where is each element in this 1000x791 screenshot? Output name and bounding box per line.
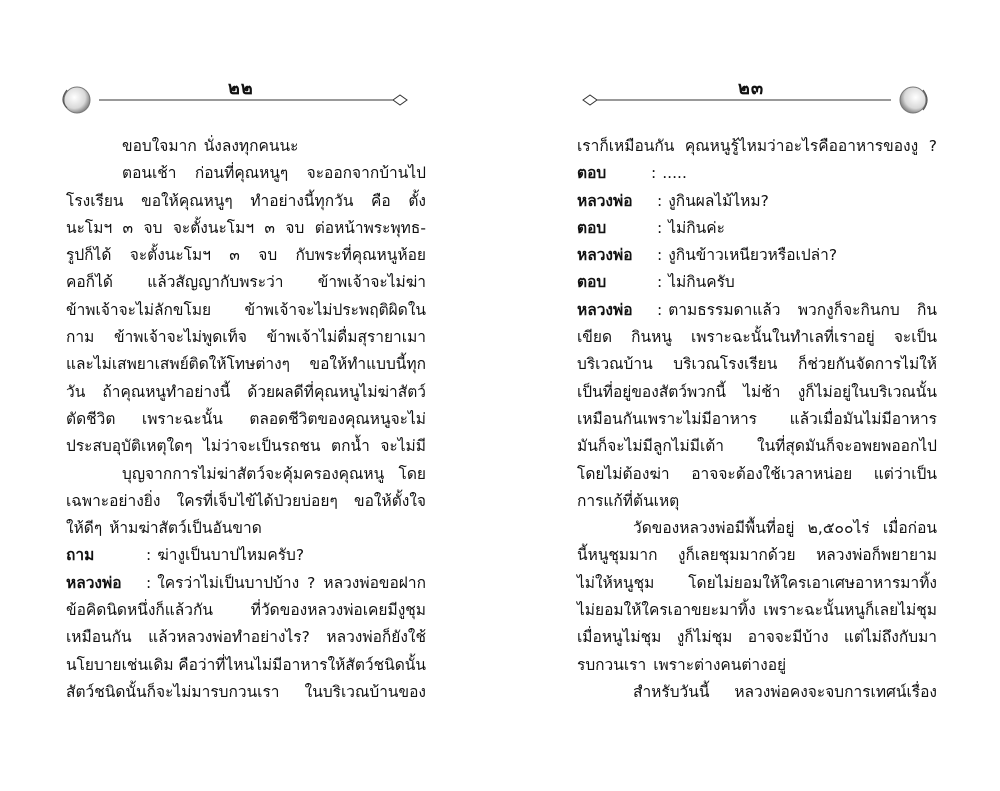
word: งูกินข้าวเหนียวหรือเปล่า? — [668, 246, 838, 265]
speaker-label: ถาม — [66, 546, 95, 565]
text-line — [577, 624, 937, 651]
word: จะออกจากบ้านไป — [306, 164, 426, 183]
word: เพราะฉะนั้นหนูก็เลยไม่ชุม — [763, 601, 937, 620]
word: คือว่าที่ไหนไม่มีอาหารให้สัตว์ชนิดนั้น — [178, 655, 426, 674]
page-number: ๒๒ — [228, 78, 254, 99]
word: ๓ — [122, 218, 134, 237]
word: เหมือนกัน — [66, 628, 132, 647]
colon-separator: : — [657, 191, 663, 210]
word: ถ้าคุณหนูทำอย่างนี้ — [102, 382, 231, 401]
word: งูก็ไม่ชุม — [676, 628, 733, 647]
text-line — [577, 570, 937, 597]
word: ตัดชีวิต — [66, 409, 116, 428]
word: บริเวณโรงเรียน — [673, 355, 778, 374]
text-line — [66, 160, 426, 187]
word: งูก็เลยชุมมากด้วย — [677, 546, 796, 565]
word: ไม่ว่าจะเป็นรถชน — [203, 437, 321, 456]
colon-separator: : — [657, 300, 663, 319]
word: จบ — [258, 246, 278, 265]
dialog-line — [577, 188, 937, 215]
speaker-label: หลวงพ่อ — [577, 300, 633, 319]
word: ไม่กินค่ะ — [668, 218, 725, 237]
speaker-label: ตอบ — [577, 164, 607, 183]
text-line — [577, 597, 937, 624]
text-line — [577, 542, 937, 569]
word: หลวงพ่อก็พยายาม — [816, 546, 937, 565]
word: ใครที่เจ็บไข้ได้ป่วยบ่อยๆ — [176, 491, 338, 510]
text-line — [66, 597, 426, 624]
word: คือ — [371, 191, 391, 210]
word: ข้าพเจ้าจะไม่ลักขโมย — [66, 300, 212, 319]
word: บุญจากการไม่ฆ่าสัตว์จะคุ้มครองคุณหนู — [122, 464, 385, 483]
word: แล้วสัญญากับพระว่า — [147, 273, 284, 292]
text-line — [66, 215, 426, 242]
word: ? — [928, 137, 937, 155]
word: เขียด — [577, 328, 613, 347]
dialog-text — [157, 542, 426, 569]
text-line — [66, 406, 426, 433]
word: ก็ช่วยกันจัดการไม่ให้ — [797, 355, 937, 374]
speaker-label: ตอบ — [577, 218, 607, 237]
word: รบกวนเรา — [577, 655, 647, 674]
left-page-body — [66, 133, 426, 706]
text-line — [66, 324, 426, 351]
speaker-label: หลวงพ่อ — [577, 191, 633, 210]
colon-separator: : — [146, 546, 152, 565]
colon-separator: : — [146, 573, 152, 592]
word: ไม่กินครับ — [668, 273, 735, 292]
word: กินหนู — [631, 328, 672, 347]
text-line — [66, 351, 426, 378]
dialog-text — [668, 269, 937, 296]
text-line — [66, 515, 426, 542]
word: ฆ่างูเป็นบาปไหมครับ? — [157, 546, 305, 565]
word: งูกินผลไม้ไหม? — [668, 191, 769, 210]
text-line — [66, 133, 426, 160]
word: ๓ — [264, 218, 276, 237]
word: จะตั้งนะโมฯ — [129, 246, 211, 265]
text-line — [66, 188, 426, 215]
word: วัน — [66, 382, 86, 401]
dialog-text — [157, 570, 426, 597]
right-page-header — [500, 0, 1000, 130]
word: เมื่อหนูไม่ชุม — [577, 628, 662, 647]
word: อาจจะมีบ้าง — [747, 628, 829, 647]
text-line — [577, 406, 937, 433]
text-line — [66, 679, 426, 706]
text-line — [66, 379, 426, 406]
word: ..... — [662, 164, 687, 183]
word: ที่วัดของหลวงพ่อเคยมีงูชุม — [250, 601, 426, 620]
word: ทำอย่างนี้ทุกวัน — [250, 191, 354, 210]
word: กับพระที่คุณหนูห้อย — [295, 246, 426, 265]
right-page-body — [577, 133, 937, 706]
word: จะไม่มี — [380, 437, 426, 456]
word: คุณหนูรู้ไหมว่าอะไรคืออาหารของงู — [684, 137, 919, 155]
word: เพราะฉะนั้น — [141, 409, 223, 428]
word: นี้หนูชุมมาก — [577, 546, 658, 565]
dialog-line — [577, 215, 937, 242]
dialog-line — [577, 269, 937, 296]
word: ตั้ง — [408, 191, 426, 210]
right-page — [500, 0, 1000, 791]
word: วัดของหลวงพ่อมีพื้นที่อยู่ — [633, 519, 795, 538]
word: แล้วหลวงพ่อทำอย่างไร? — [148, 628, 310, 647]
word: ไม่ให้หนูชุม — [577, 573, 655, 592]
word: หลวงพ่อคงจะจบการเทศน์เรื่อง — [734, 682, 937, 701]
word: ข้อคิดนิดหนึ่งก็แล้วกัน — [66, 601, 213, 620]
word: แล้วเมื่อมันไม่มีอาหาร — [789, 409, 937, 428]
text-line — [577, 488, 937, 515]
word: เป็นที่อยู่ของสัตว์พวกนี้ — [577, 382, 726, 401]
word: เพราะต่างคนต่างอยู่ — [653, 655, 787, 674]
word: แต่ว่าเป็น — [873, 464, 937, 483]
speaker-label: หลวงพ่อ — [577, 246, 633, 265]
word: พวกงูก็จะกินกบ — [797, 300, 900, 319]
word: ห้ามฆ่าสัตว์เป็นอันขาด — [109, 519, 262, 538]
colon-separator: : — [657, 218, 663, 237]
word: ให้ดีๆ — [66, 519, 103, 538]
word: ใครว่าไม่เป็นบาปบ้าง — [157, 573, 300, 592]
word: เหมือนกันเพราะไม่มีอาหาร — [577, 409, 757, 428]
text-line — [66, 652, 426, 679]
word: สำหรับวันนี้ — [633, 682, 710, 701]
word: ตามธรรมดาแล้ว — [668, 300, 781, 319]
text-line — [577, 433, 937, 460]
colon-separator: : — [657, 246, 663, 265]
word: เฉพาะอย่างยิ่ง — [66, 491, 161, 510]
text-line — [577, 515, 937, 542]
word: บริเวณบ้าน — [577, 355, 653, 374]
word: ประสบอุบัติเหตุใดๆ — [66, 437, 193, 456]
word: หลวงพ่อก็ยังใช้ — [326, 628, 426, 647]
word: ข้าพเจ้าจะไม่ฆ่า — [317, 273, 426, 292]
word: ข้าพเจ้าไม่ดื่มสุรายาเมา — [266, 328, 426, 347]
word: ๓ — [229, 246, 240, 265]
text-line — [577, 351, 937, 378]
dialog-line — [66, 542, 426, 569]
word: ตกน้ำ — [331, 437, 370, 456]
word: มันก็จะไม่มีลูกไม่มีเต้า — [577, 437, 725, 456]
word: จะเป็น — [893, 328, 937, 347]
word: จบ — [143, 218, 163, 237]
word: โดยไม่ต้องฆ่า — [577, 464, 670, 483]
word: หลวงพ่อขอฝาก — [323, 573, 426, 592]
word: คอก็ได้ — [66, 273, 113, 292]
word: จบ — [285, 218, 305, 237]
speaker-label: หลวงพ่อ — [66, 573, 122, 592]
dialog-text — [668, 188, 937, 215]
text-line — [577, 652, 937, 679]
text-line — [66, 433, 426, 460]
dialog-line — [577, 160, 937, 187]
word: ในที่สุดมันก็จะอพยพออกไป — [757, 437, 937, 456]
word: ไม่ยอมให้ใครเอาขยะมาทิ้ง — [577, 601, 756, 620]
page-number: ๒๓ — [738, 78, 765, 99]
left-page-header — [0, 0, 500, 130]
word: การแก้ที่ต้นเหตุ — [577, 491, 680, 510]
word: : — [651, 164, 657, 183]
text-line — [66, 242, 426, 269]
word: ก่อนที่คุณหนูๆ — [194, 164, 289, 183]
text-line — [577, 324, 937, 351]
word: เมื่อก่อน — [882, 519, 937, 538]
dialog-text — [651, 160, 937, 187]
word: จะตั้งนะโมฯ — [172, 218, 255, 237]
word: อาจจะต้องใช้เวลาหน่อย — [691, 464, 853, 483]
word: นโยบายเช่นเดิม — [66, 655, 174, 674]
word: ขอให้คุณหนูๆ — [141, 191, 233, 210]
word: แต่ไม่ถึงกับมา — [843, 628, 937, 647]
word: เพราะฉะนั้นในทำเลที่เราอยู่ — [691, 328, 875, 347]
word: โดยไม่ยอมให้ใครเอาเศษอาหารมาทิ้ง — [688, 573, 937, 592]
dialog-text — [668, 215, 937, 242]
word: ตลอดชีวิตของคุณหนูจะไม่ — [249, 409, 426, 428]
word: โรงเรียน — [66, 191, 124, 210]
colon-separator: : — [657, 273, 663, 292]
word: ข้าพเจ้าจะไม่ประพฤติผิดใน — [244, 300, 426, 319]
word: ? — [307, 573, 316, 592]
word: ขอบใจมาก — [122, 137, 197, 155]
word: รูปก็ได้ — [66, 246, 112, 265]
word: กาม — [66, 328, 95, 347]
word: ตอนเช้า — [122, 164, 177, 183]
dialog-text — [668, 297, 937, 324]
word: นั่งลงทุกคนนะ — [203, 137, 299, 155]
text-line — [66, 624, 426, 651]
word: ๒,๕๐๐ไร่ — [807, 519, 870, 538]
word: กิน — [917, 300, 937, 319]
text-line — [577, 133, 937, 160]
text-line — [66, 461, 426, 488]
text-line — [577, 679, 937, 706]
word: ไม่ช้า — [743, 382, 781, 401]
text-line — [577, 461, 937, 488]
word: ขอให้ทำแบบนี้ทุก — [309, 355, 426, 374]
word: ข้าพเจ้าจะไม่พูดเท็จ — [114, 328, 247, 347]
dialog-line — [577, 297, 937, 324]
dialog-line — [66, 570, 426, 597]
text-line — [66, 297, 426, 324]
speaker-label: ตอบ — [577, 273, 607, 292]
word: นะโมฯ — [66, 218, 113, 237]
word: โดย — [398, 464, 426, 483]
word: เราก็เหมือนกัน — [577, 137, 675, 155]
text-line — [577, 379, 937, 406]
word: สัตว์ชนิดนั้นก็จะไม่มารบกวนเรา — [66, 682, 280, 701]
word: ขอให้ตั้งใจ — [354, 491, 426, 510]
dialog-line — [577, 242, 937, 269]
text-line — [66, 488, 426, 515]
word: งูก็ไม่อยู่ในบริเวณนั้น — [797, 382, 937, 401]
word: ด้วยผลดีที่คุณหนูไม่ฆ่าสัตว์ — [247, 382, 426, 401]
word: ต่อหน้าพระพุทธ- — [314, 218, 426, 237]
word: และไม่เสพยาเสพย์ติดให้โทษต่างๆ — [66, 355, 290, 374]
dialog-text — [668, 242, 937, 269]
word: ในบริเวณบ้านของ — [304, 682, 426, 701]
text-line — [66, 269, 426, 296]
